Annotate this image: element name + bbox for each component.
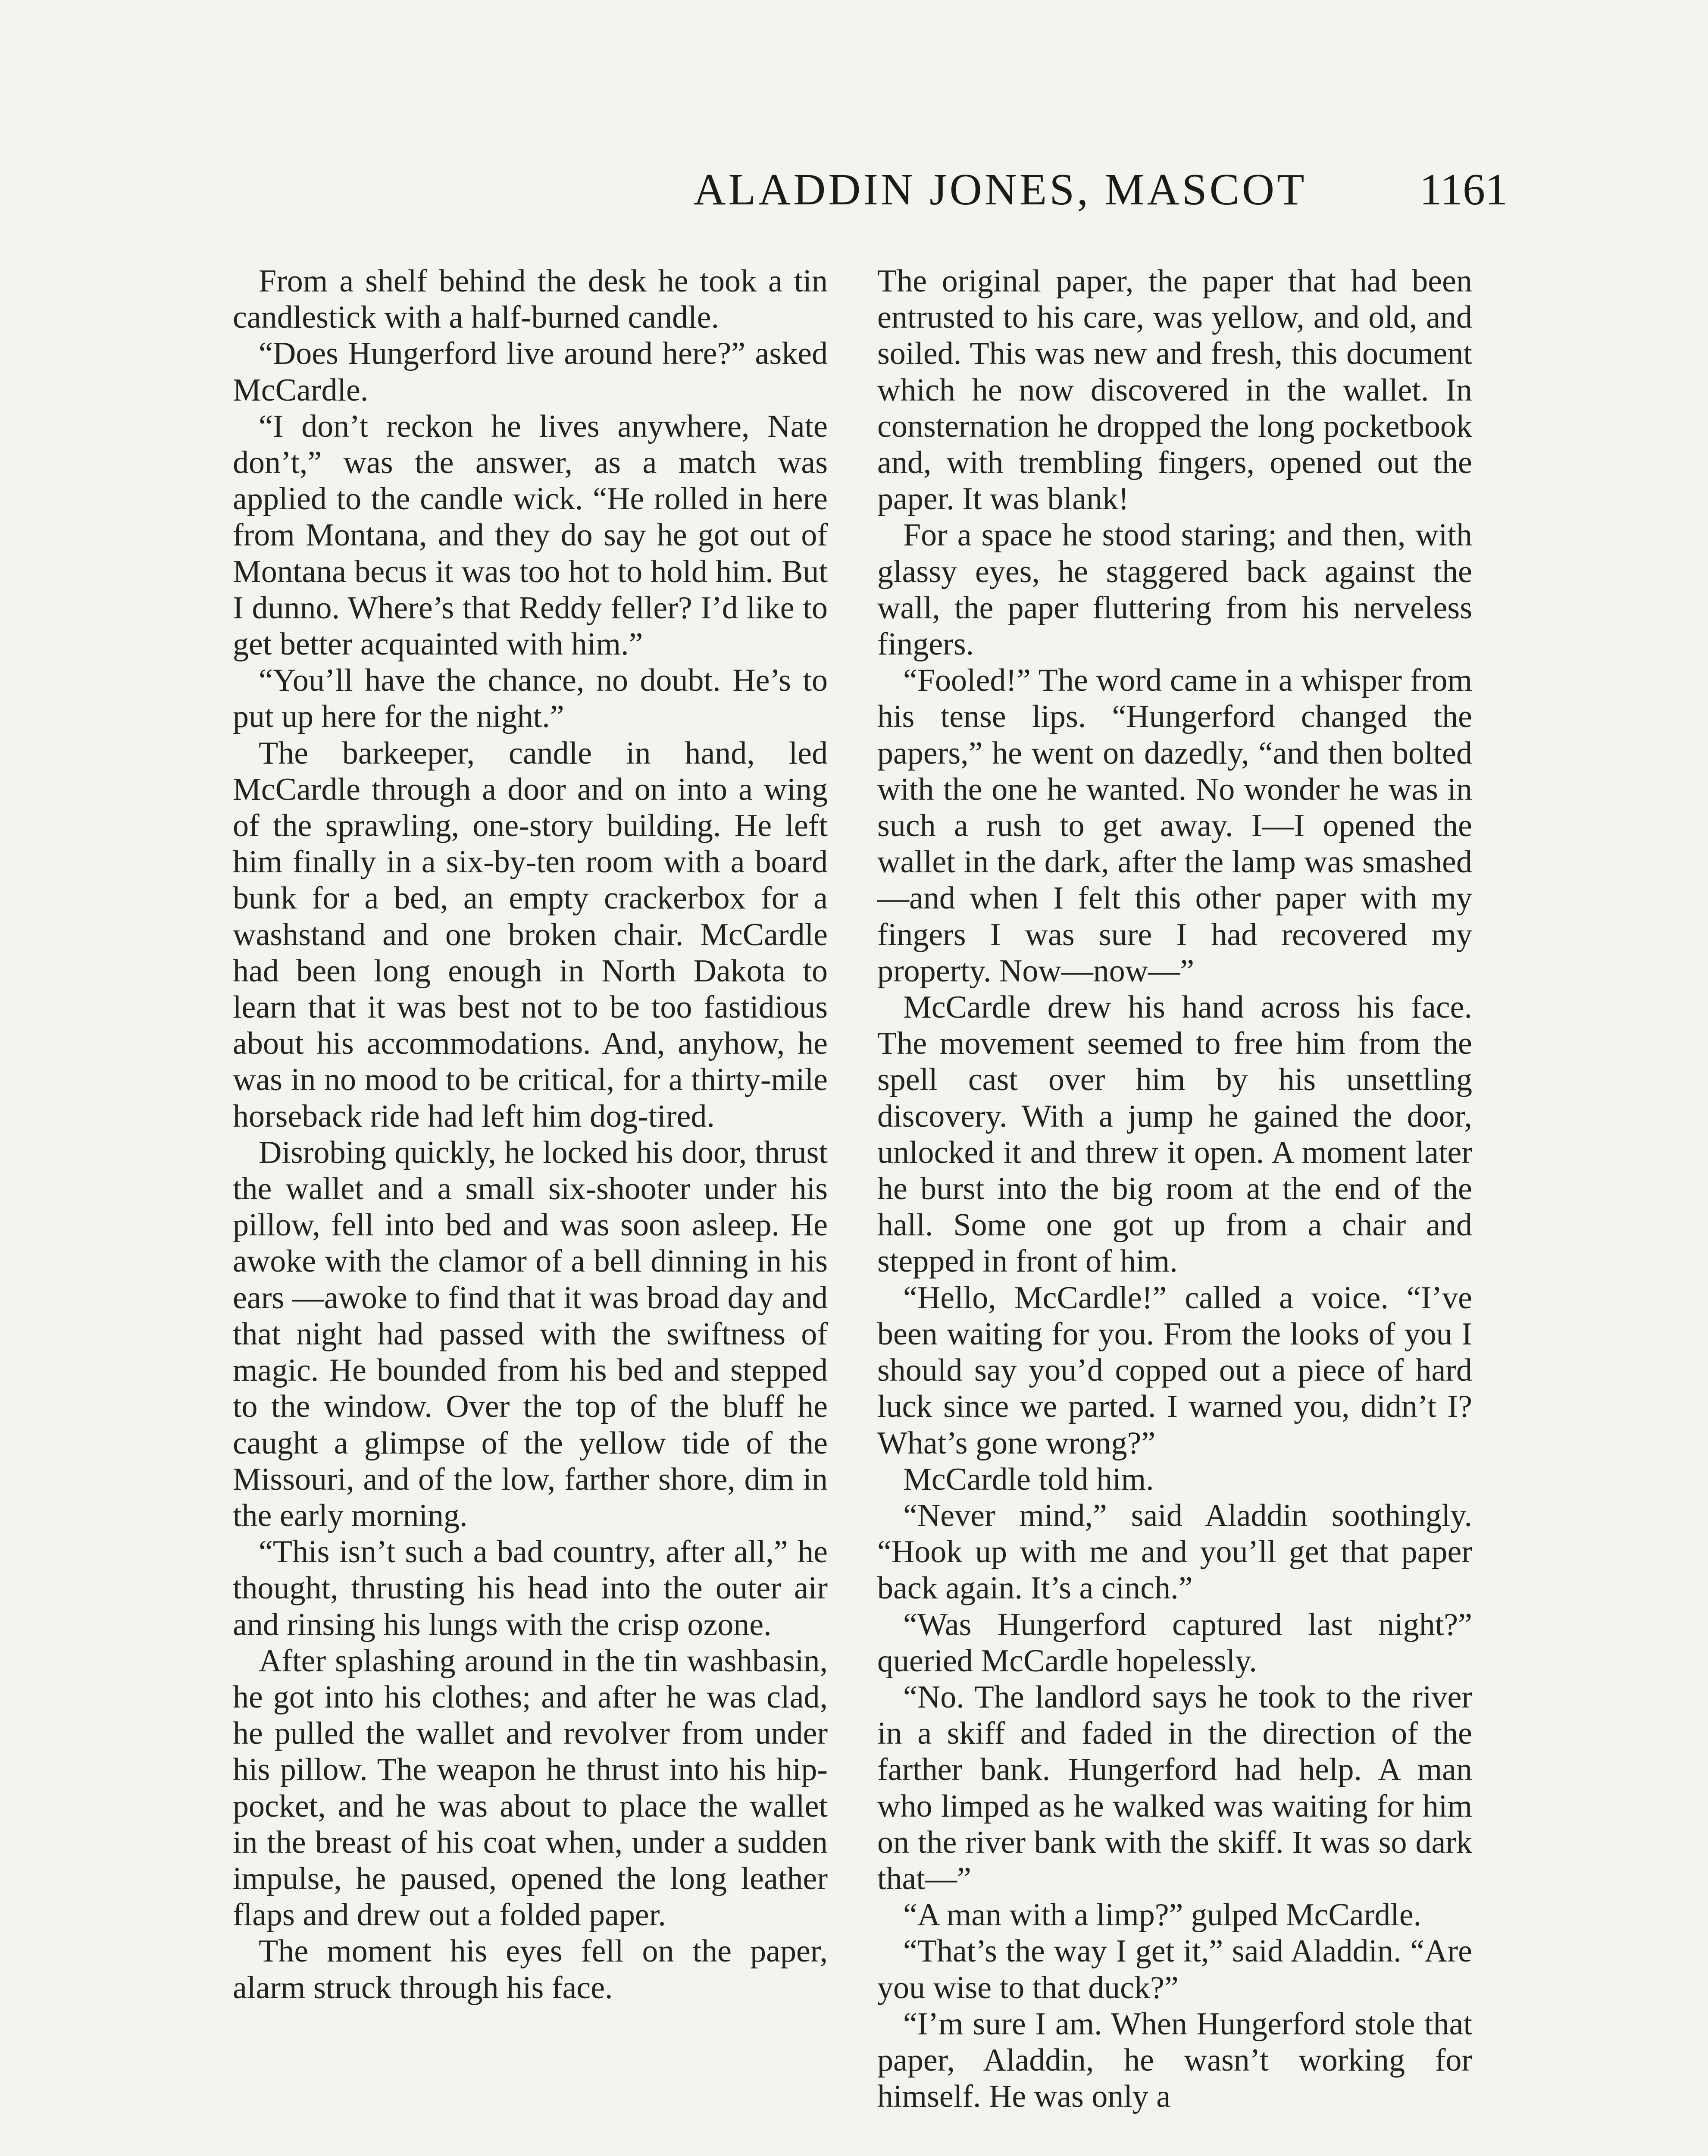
- paragraph: “No. The landlord says he took to the river in a skiff and faded in the direction of the farther bank. Hungerford had help. A man who limped as he walked was waiting for him on the river bank with the skiff. It was so dark that—”: [877, 1679, 1472, 1896]
- paragraph: “I don’t reckon he lives anywhere, Nate don’t,” was the answer, as a match was applied to the candle wick. “He rolled in here from Montana, and they do say he got out of Montana becus it was too hot to hold him. But I dunno. Where’s that Reddy feller? I’d like to get better acquainted with him.”: [233, 408, 828, 662]
- left-column: [233, 263, 828, 2006]
- paragraph: “Does Hungerford live around here?” asked McCardle.: [233, 336, 828, 408]
- paragraph: After splashing around in the tin washbasin, he got into his clothes; and after he was clad, he pulled the wallet and revolver from under his pillow. The weapon he thrust into his hip-pocket, and he was about to place the wallet in the breast of his coat when, under a sudden impulse, he paused, opened the long leather flaps and drew out a folded paper.: [233, 1643, 828, 1933]
- paragraph: “You’ll have the chance, no doubt. He’s to put up here for the night.”: [233, 663, 828, 735]
- paragraph: “Hello, McCardle!” called a voice. “I’ve been waiting for you. From the looks of you I should say you’d copped out a piece of hard luck since we parted. I warned you, didn’t I? What’s gone wrong?”: [877, 1280, 1472, 1461]
- paragraph: The barkeeper, candle in hand, led McCardle through a door and on into a wing of the sprawling, one-story building. He left him finally in a six-by-ten room with a board bunk for a bed, an empty crackerbox for a washstand and one broken chair. McCardle had been long enough in North Dakota to learn that it was best not to be too fastidious about his accommodations. And, anyhow, he was in no mood to be critical, for a thirty-mile horseback ride had left him dog-tired.: [233, 735, 828, 1134]
- paragraph: For a space he stood staring; and then, with glassy eyes, he staggered back against the wall, the paper fluttering from his nerveless fingers.: [877, 517, 1472, 662]
- paragraph: McCardle told him.: [903, 1461, 1154, 1497]
- running-head-title: ALADDIN JONES, MASCOT: [693, 165, 1307, 214]
- paragraph: The moment his eyes fell on the paper, alarm struck through his face.: [233, 1934, 828, 2006]
- paragraph: “Was Hungerford captured last night?” queried McCardle hopelessly.: [877, 1607, 1472, 1679]
- paragraph: From a shelf behind the desk he took a tin candlestick with a half-burned candle.: [233, 263, 828, 335]
- paragraph: “A man with a limp?” gulped McCardle.: [903, 1897, 1422, 1933]
- paragraph: Disrobing quickly, he locked his door, thrust the wallet and a small six-shooter under his pillow, fell into bed and was soon asleep. He awoke with the clamor of a bell dinning in his ears —awoke to find that it was broad day and that night had passed with the swiftness of magic. He bounded from his bed and stepped to the window. Over the top of the bluff he caught a glimpse of the yellow tide of the Missouri, and of the low, farther shore, dim in the early morning.: [233, 1134, 828, 1533]
- paragraph: McCardle drew his hand across his face. The movement seemed to free him from the spell cast over him by his unsettling discovery. With a jump he gained the door, unlocked it and threw it open. A moment later he burst into the big room at the end of the hall. Some one got up from a chair and stepped in front of him.: [877, 990, 1472, 1279]
- paragraph: “This isn’t such a bad country, after all,” he thought, thrusting his head into the outer air and rinsing his lungs with the crisp ozone.: [233, 1534, 828, 1642]
- paragraph: “That’s the way I get it,” said Aladdin. “Are you wise to that duck?”: [877, 1934, 1472, 2006]
- paragraph: “I’m sure I am. When Hungerford stole that paper, Aladdin, he wasn’t working for himself. He was only a: [877, 2006, 1472, 2115]
- paragraph: “Never mind,” said Aladdin soothingly. “Hook up with me and you’ll get that paper back again. It’s a cinch.”: [877, 1498, 1472, 1606]
- paragraph-continued: The original paper, the paper that had been entrusted to his care, was yellow, and old, and soiled. This was new and fresh, this document which he now discovered in the wallet. In consternation he dropped the long pocketbook and, with trembling fingers, opened out the paper. It was blank!: [877, 263, 1472, 517]
- paragraph: “Fooled!” The word came in a whisper from his tense lips. “Hungerford changed the papers,” he went on dazedly, “and then bolted with the one he wanted. No wonder he was in such a rush to get away. I—I opened the wallet in the dark, after the lamp was smashed—and when I felt this other paper with my fingers I was sure I had recovered my property. Now—now—”: [877, 663, 1472, 989]
- right-column: [877, 263, 1472, 2115]
- page-number: 1161: [1419, 165, 1508, 214]
